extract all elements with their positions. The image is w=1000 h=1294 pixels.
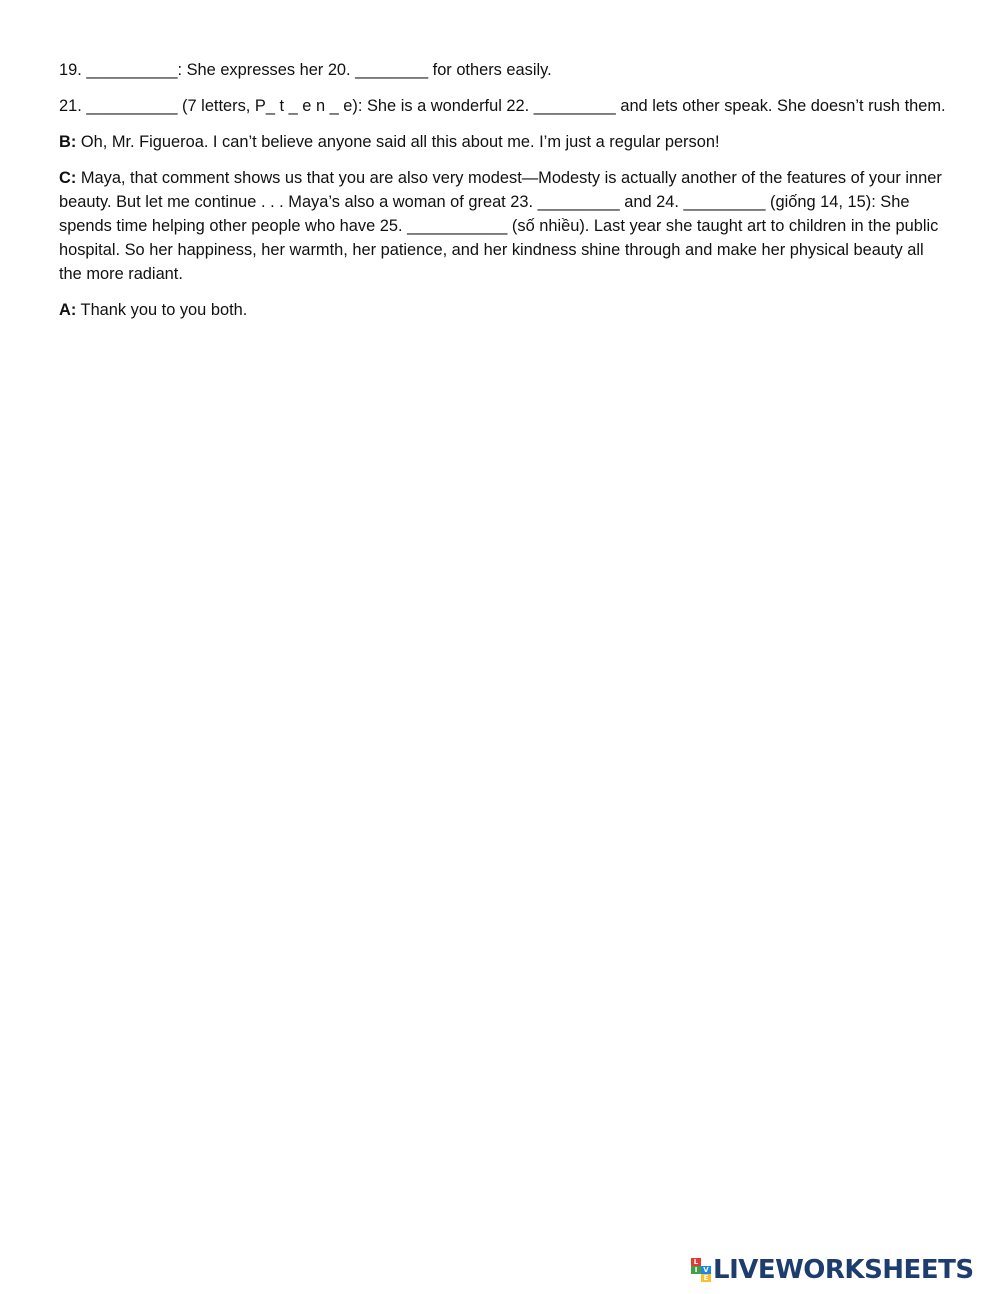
speaker-label: C: xyxy=(59,169,77,187)
paragraph-text: 19. __________: She expresses her 20. ________ for others easily. xyxy=(59,61,552,79)
speaker-label: A: xyxy=(59,301,77,319)
live-blocks-icon xyxy=(691,1258,711,1282)
paragraph-text: 21. __________ (7 letters, P_ t _ e n _ e): She is a wonderful 22. _________ and lets other speak. She doesn’t rush them. xyxy=(59,97,946,115)
logo-block-e: E xyxy=(701,1274,711,1282)
dialogue-b xyxy=(59,130,949,154)
paragraph-19-20 xyxy=(59,58,949,82)
paragraph-21-22 xyxy=(59,94,949,118)
logo-block-l: L xyxy=(691,1258,701,1266)
logo-block-spacer xyxy=(701,1258,711,1266)
dialogue-c xyxy=(59,166,949,286)
logo-block-i: I xyxy=(691,1266,701,1274)
paragraph-text: Thank you to you both. xyxy=(76,301,248,319)
worksheet-text xyxy=(59,58,949,334)
paragraph-text: Maya, that comment shows us that you are also very modest—Modesty is actually another of the features of your inner beauty. But let me continue . . . Maya’s also a woman of great 23. _________ and 24. _________ (giống 14, 15): She spends time helping other people who have 25. ___________ (số nhiều). Last year she taught art to children in the public hospital. So her happiness, her warmth, her patience, and her kindness shine through and make her physical beauty all the more radiant. xyxy=(59,169,942,283)
liveworksheets-logo xyxy=(691,1255,974,1285)
dialogue-a xyxy=(59,298,949,322)
paragraph-text: Oh, Mr. Figueroa. I can’t believe anyone said all this about me. I’m just a regular person! xyxy=(76,133,720,151)
logo-block-spacer xyxy=(691,1274,701,1282)
logo-text: LIVEWORKSHEETS xyxy=(713,1255,974,1285)
speaker-label: B: xyxy=(59,133,77,151)
logo-block-v: V xyxy=(701,1266,711,1274)
